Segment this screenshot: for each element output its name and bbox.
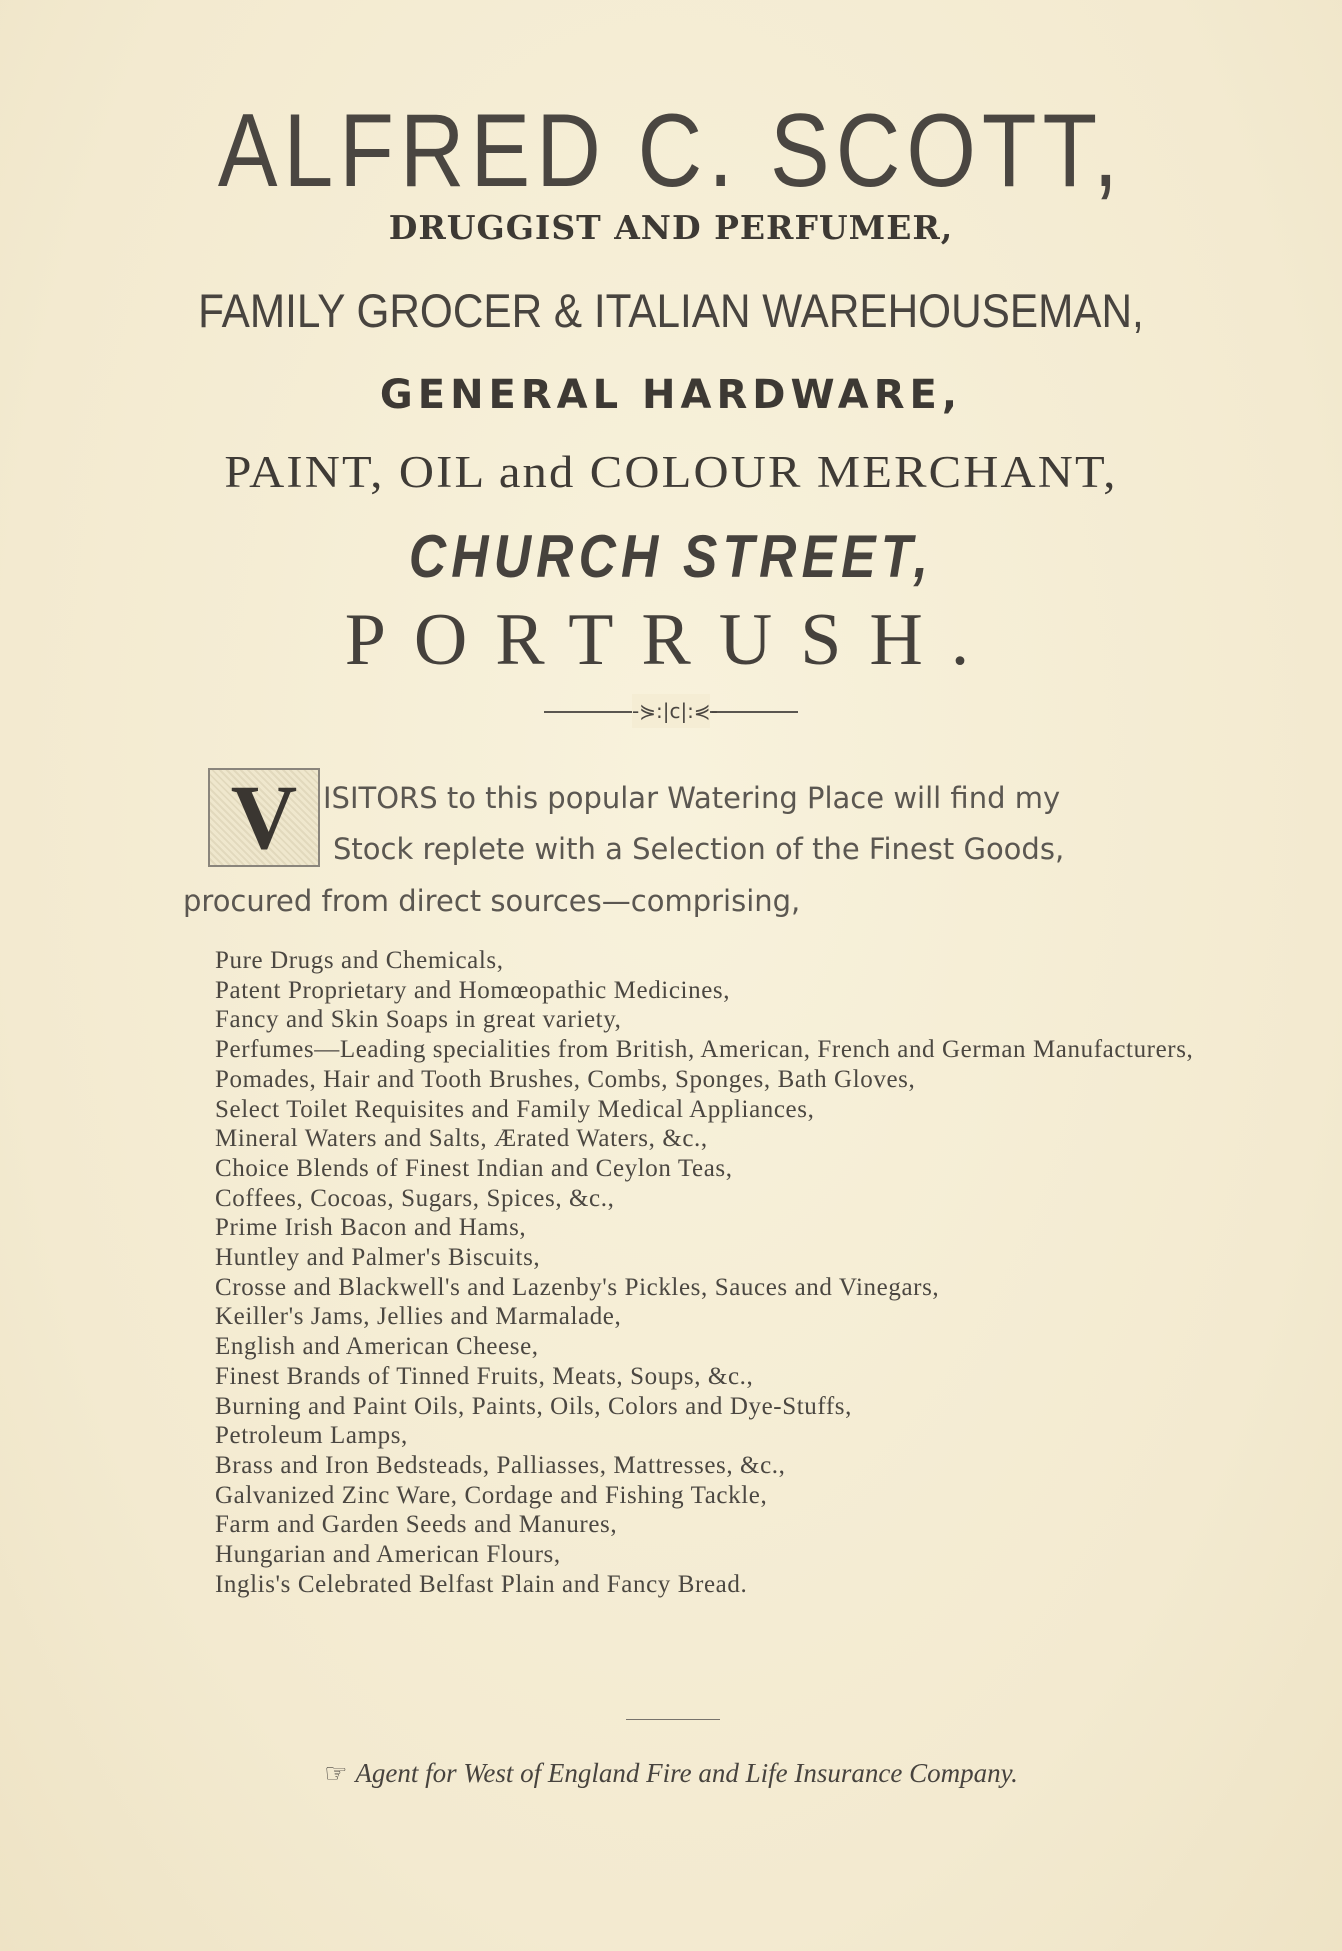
town-name: PORTRUSH. [344, 599, 998, 681]
list-item: Choice Blends of Finest Indian and Ceylon Teas, [215, 1154, 733, 1182]
intro-line-2: Stock replete with a Selection of the Finest Goods, [333, 832, 1065, 866]
list-item: Finest Brands of Tinned Fruits, Meats, Soups, &c., [215, 1362, 754, 1390]
list-item: Mineral Waters and Salts, Ærated Waters, &c., [215, 1125, 708, 1153]
list-item: Prime Irish Bacon and Hams, [215, 1214, 527, 1242]
goods-list [215, 946, 1225, 1599]
list-item: Coffees, Cocoas, Sugars, Spices, &c., [215, 1184, 615, 1212]
pointing-hand-icon: ☞ [324, 1759, 348, 1789]
list-item: English and American Cheese, [215, 1333, 539, 1361]
list-item: Inglis's Celebrated Belfast Plain and Fancy Bread. [215, 1570, 748, 1598]
paint-title: PAINT, OIL and COLOUR MERCHANT, [224, 447, 1118, 497]
intro-line-3: procured from direct sources—comprising, [183, 884, 801, 918]
agent-notice [0, 1758, 1342, 1789]
list-item: Farm and Garden Seeds and Manures, [215, 1511, 618, 1539]
street-address: CHURCH STREET, [408, 523, 934, 590]
list-item: Keiller's Jams, Jellies and Marmalade, [215, 1303, 622, 1331]
list-item: Galvanized Zinc Ware, Cordage and Fishing Tackle, [215, 1481, 768, 1509]
list-item: Huntley and Palmer's Biscuits, [215, 1244, 541, 1272]
list-item: Fancy and Skin Soaps in great variety, [215, 1006, 622, 1034]
list-item: Hungarian and American Flours, [215, 1541, 561, 1569]
list-item: Brass and Iron Bedsteads, Palliasses, Mattresses, &c., [215, 1451, 786, 1479]
list-item: Select Toilet Requisites and Family Medical Appliances, [215, 1095, 815, 1123]
list-item: Pure Drugs and Chemicals, [215, 947, 504, 974]
list-item: Pomades, Hair and Tooth Brushes, Combs, Sponges, Bath Gloves, [215, 1065, 916, 1093]
agent-text: Agent for West of England Fire and Life Insurance Company. [355, 1758, 1018, 1788]
ornament-icon: -⋟:|c|:⋞- [632, 694, 710, 728]
list-item: Perfumes—Leading specialities from British, American, French and German Manufacturers, [215, 1036, 1194, 1064]
drop-cap: V [208, 768, 320, 867]
grocer-title: FAMILY GROCER & ITALIAN WAREHOUSEMAN, [198, 284, 1144, 337]
list-item: Petroleum Lamps, [215, 1422, 408, 1450]
trade-title: DRUGGIST AND PERFUMER, [388, 208, 954, 247]
list-item: Burning and Paint Oils, Paints, Oils, Colors and Dye-Stuffs, [215, 1392, 852, 1420]
intro-line-1: ISITORS to this popular Watering Place will find my [323, 781, 1061, 815]
list-item: Patent Proprietary and Homœopathic Medicines, [215, 976, 731, 1004]
business-name: ALFRED C. SCOTT, [217, 93, 1125, 209]
list-item: Crosse and Blackwell's and Lazenby's Pickles, Sauces and Vinegars, [215, 1273, 940, 1301]
hardware-title: GENERAL HARDWARE, [379, 372, 963, 418]
closing-rule [626, 1719, 720, 1720]
